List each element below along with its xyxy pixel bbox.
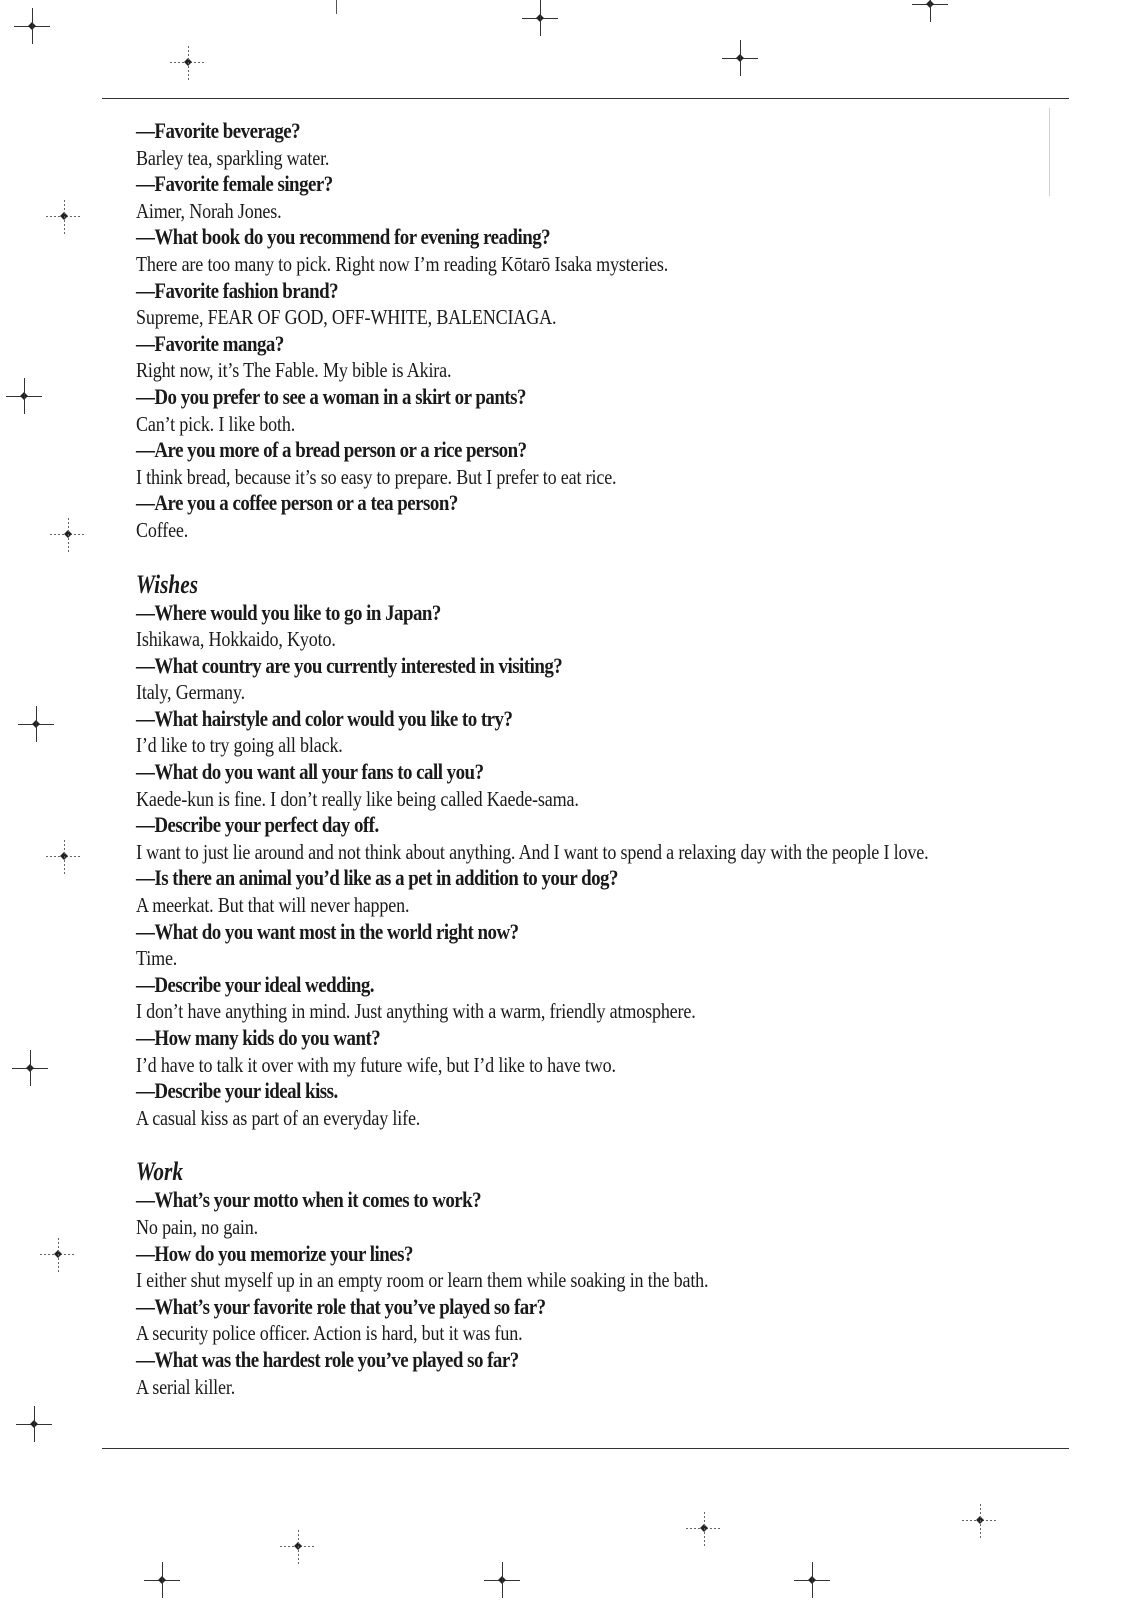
answer: I’d have to talk it over with my future wife, but I’d like to have two.	[136, 1052, 616, 1077]
registration-mark-icon	[40, 1236, 76, 1272]
answer: There are too many to pick. Right now I’m reading Kōtarō Isaka mysteries.	[136, 251, 669, 276]
answer: Italy, Germany.	[136, 680, 245, 705]
registration-mark-icon	[46, 198, 82, 234]
question: —What book do you recommend for evening reading?	[136, 224, 551, 250]
answer: I don’t have anything in mind. Just anything with a warm, friendly atmosphere.	[136, 999, 696, 1024]
answer: No pain, no gain.	[136, 1214, 258, 1239]
registration-mark-icon	[722, 40, 758, 76]
question: —Describe your ideal kiss.	[136, 1078, 338, 1104]
answer: Ishikawa, Hokkaido, Kyoto.	[136, 627, 336, 652]
question: —Are you a coffee person or a tea person?	[136, 490, 458, 516]
crop-tick	[336, 0, 337, 14]
section-heading: Wishes	[136, 569, 199, 599]
question: —Favorite manga?	[136, 330, 284, 356]
question: —Describe your perfect day off.	[136, 812, 379, 838]
answer: Kaede-kun is fine. I don’t really like being called Kaede-sama.	[136, 786, 579, 811]
registration-mark-icon	[50, 516, 86, 552]
answer: A casual kiss as part of an everyday life.	[136, 1105, 421, 1130]
answer: Supreme, FEAR OF GOD, OFF-WHITE, BALENCIAGA.	[136, 305, 557, 330]
question: —Where would you like to go in Japan?	[136, 599, 441, 625]
answer: Can’t pick. I like both.	[136, 411, 296, 436]
qa-content	[136, 118, 1066, 1400]
question: —Favorite fashion brand?	[136, 277, 339, 303]
registration-mark-icon	[18, 706, 54, 742]
answer: A serial killer.	[136, 1374, 236, 1399]
answer: Coffee.	[136, 517, 189, 542]
question: —What country are you currently interested in visiting?	[136, 652, 563, 678]
question: —Favorite female singer?	[136, 171, 333, 197]
question: —What do you want most in the world right now?	[136, 918, 519, 944]
question: —Are you more of a bread person or a rice person?	[136, 437, 527, 463]
registration-mark-icon	[522, 0, 558, 36]
registration-mark-icon	[170, 44, 206, 80]
registration-mark-icon	[144, 1562, 180, 1598]
question: —Describe your ideal wedding.	[136, 971, 375, 997]
answer: A meerkat. But that will never happen.	[136, 893, 410, 918]
question: —Do you prefer to see a woman in a skirt or pants?	[136, 383, 526, 409]
question: —How many kids do you want?	[136, 1025, 381, 1050]
question: —Favorite beverage?	[136, 118, 301, 143]
question: —What’s your favorite role that you’ve played so far?	[136, 1293, 546, 1319]
registration-mark-icon	[12, 1050, 48, 1086]
registration-mark-icon	[14, 8, 50, 44]
registration-mark-icon	[962, 1502, 998, 1538]
question: —What hairstyle and color would you like to try?	[136, 705, 513, 731]
registration-mark-icon	[280, 1528, 316, 1564]
registration-mark-icon	[794, 1562, 830, 1598]
section-heading: Work	[136, 1157, 183, 1187]
registration-mark-icon	[16, 1406, 52, 1442]
registration-mark-icon	[912, 0, 948, 22]
answer: Time.	[136, 946, 178, 971]
answer: Aimer, Norah Jones.	[136, 198, 282, 223]
answer: Right now, it’s The Fable. My bible is Akira.	[136, 358, 452, 383]
question: —Is there an animal you’d like as a pet in addition to your dog?	[136, 865, 618, 891]
answer: I want to just lie around and not think about anything. And I want to spend a relaxing day with the people I love.	[136, 839, 929, 864]
answer: I either shut myself up in an empty room or learn them while soaking in the bath.	[136, 1268, 709, 1293]
registration-mark-icon	[6, 378, 42, 414]
registration-mark-icon	[46, 838, 82, 874]
answer: Barley tea, sparkling water.	[136, 145, 330, 170]
question: —What do you want all your fans to call you?	[136, 759, 484, 785]
question: —How do you memorize your lines?	[136, 1240, 413, 1266]
question: —What’s your motto when it comes to work?	[136, 1187, 482, 1213]
top-rule	[102, 98, 1069, 99]
registration-mark-icon	[686, 1510, 722, 1546]
answer: I think bread, because it’s so easy to prepare. But I prefer to eat rice.	[136, 464, 617, 489]
registration-mark-icon	[484, 1562, 520, 1598]
bottom-rule	[102, 1448, 1069, 1449]
answer: I’d like to try going all black.	[136, 733, 343, 758]
question: —What was the hardest role you’ve played so far?	[136, 1346, 519, 1372]
answer: A security police officer. Action is hard, but it was fun.	[136, 1321, 523, 1346]
